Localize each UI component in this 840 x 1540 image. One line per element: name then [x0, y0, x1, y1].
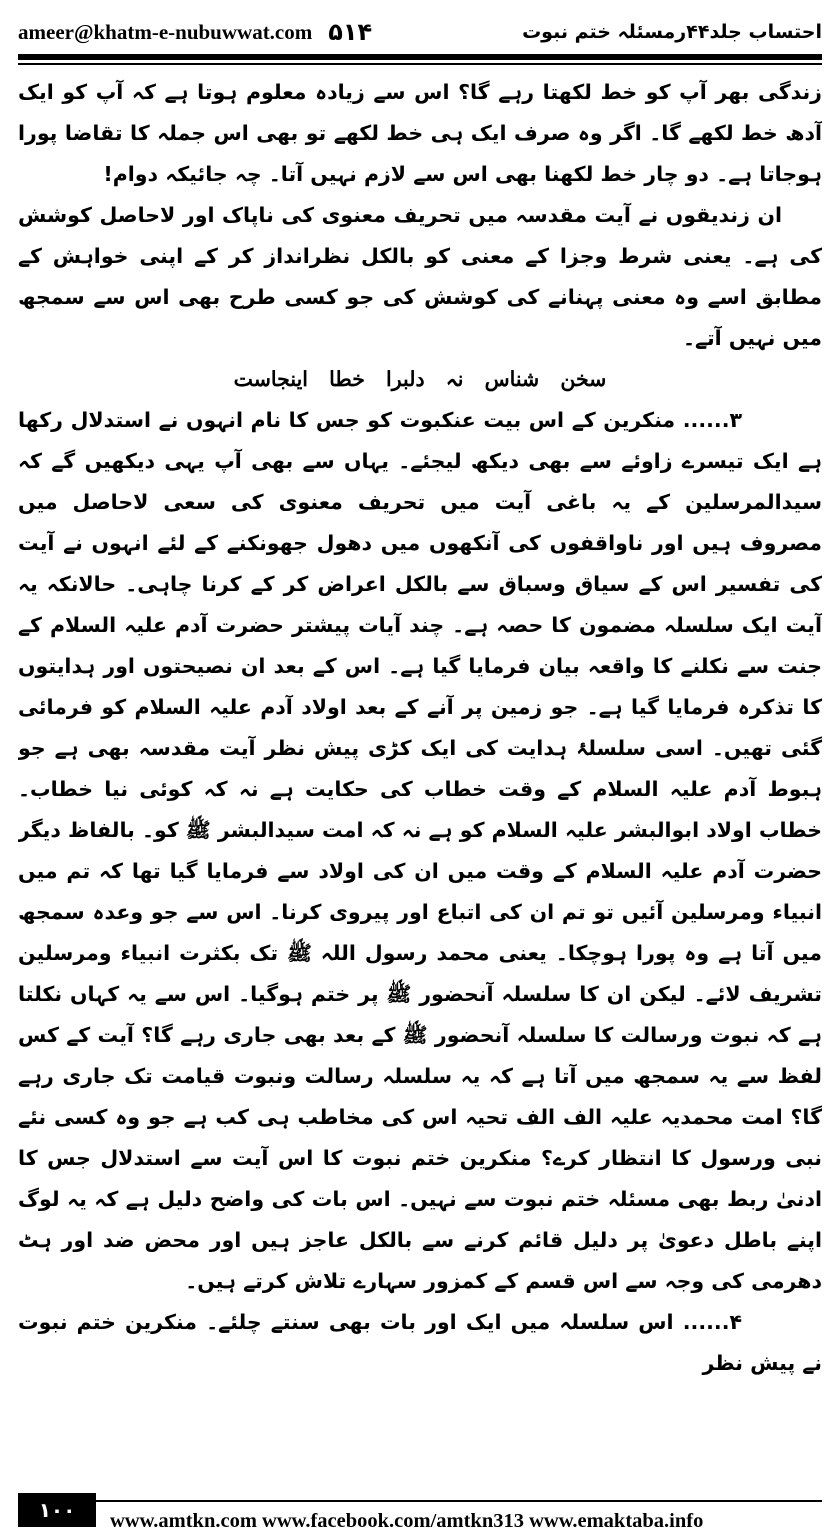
persian-verse: سخن شناس نہ دلبرا خطا اینجاست — [233, 367, 607, 391]
footer-page-index: ۱۰۰ — [18, 1493, 96, 1527]
header-email[interactable]: ameer@khatm-e-nubuwwat.com — [18, 19, 313, 44]
header-left — [18, 18, 372, 46]
paragraph-1: زندگی بھر آپ کو خط لکھتا رہے گا؟ اس سے زیادہ معلوم ہوتا ہے کہ آپ کو ایک آدھ خط لکھے گا۔ اگر وہ صرف ایک ہی خط لکھے تو بھی اس جملہ کا تقاضا پورا ہوجاتا ہے۔ دو چار خط لکھنا بھی اس سے لازم نہیں آتا۔ چہ جائیکہ دوام! — [18, 80, 822, 186]
paragraph-3 — [18, 400, 822, 1302]
paragraph-4-number: ۴...... — [682, 1310, 742, 1334]
paragraph-3-number: ۳...... — [682, 408, 743, 432]
paragraph-4 — [18, 1302, 822, 1384]
paragraph-2: ان زندیقوں نے آیت مقدسہ میں تحریف معنوی کی ناپاک اور لاحاصل کوشش کی ہے۔ یعنی شرط وجزا کے معنی کو بالکل نظرانداز کر کے اپنی خواہش کے مطابق اسے وہ معنی پہنانے کی کوشش کی جو کسی طرح بھی اس سے سمجھ میں نہیں آتے۔ — [18, 203, 822, 350]
body-text — [18, 72, 822, 1482]
header-page-number: ۵۱۴ — [328, 18, 373, 46]
footer-links[interactable]: www.amtkn.com www.facebook.com/amtkn313 www.emaktaba.info — [110, 1509, 704, 1532]
header-rule-thick — [18, 54, 822, 60]
paragraph-3-text: منکرین کے اس بیت عنکبوت کو جس کا نام انہوں نے استدلال رکھا ہے ایک تیسرے زاوئے سے بھی دیکھ لیجئے۔ یہاں سے بھی آپ یہی دیکھیں گے کہ سیدالمرسلین کے یہ باغی آیت میں تحریف معنوی کی سعی لاحاصل میں مصروف ہیں اور ناواقفوں کی آنکھوں میں دھول جھونکنے کے لئے انہوں نے آیت کی تفسیر اس کے سیاق وسباق سے بالکل اعراض کر کے کرنا چاہی۔ حالانکہ یہ آیت ایک سلسلہ مضمون کا حصہ ہے۔ چند آیات پیشتر حضرت آدم علیہ السلام کے جنت سے نکلنے کا واقعہ بیان فرمایا گیا ہے۔ اس کے بعد ان نصیحتوں اور ہدایتوں کا تذکرہ فرمایا گیا ہے۔ جو زمین پر آنے کے بعد اولاد آدم علیہ السلام کو فرمائی گئی تھیں۔ اسی سلسلۂ ہدایت کی ایک کڑی پیش نظر آیت مقدسہ بھی ہے جو ہبوط آدم علیہ السلام کے وقت خطاب کی حکایت ہے نہ کہ کوئی نیا خطاب۔ خطاب اولاد ابوالبشر علیہ السلام کو ہے نہ کہ امت سیدالبشر ﷺ کو۔ بالفاظ دیگر حضرت آدم علیہ السلام کے وقت میں ان کی اولاد سے فرمایا گیا تھا کہ تم میں انبیاء ومرسلین آئیں تو تم ان کی اتباع اور پیروی کرنا۔ اس سے جو وعدہ سمجھ میں آتا ہے وہ پورا ہوچکا۔ یعنی محمد رسول اللہ ﷺ تک بکثرت انبیاء ومرسلین تشریف لائے۔ لیکن ان کا سلسلہ آنحضور ﷺ پر ختم ہوگیا۔ اس سے یہ کہاں نکلتا ہے کہ نبوت ورسالت کا سلسلہ آنحضور ﷺ کے بعد بھی جاری رہے گا؟ آیت کے کس لفظ سے یہ سمجھ میں آتا ہے کہ یہ سلسلہ رسالت ونبوت قیامت تک جاری رہے گا؟ امت محمدیہ علیہ الف الف تحیہ اس کی مخاطب ہی کب ہے جو وہ کسی نئے نبی ورسول کا انتظار کرے؟ منکرین ختم نبوت کا اس آیت سے استدلال جس کا ادنیٰ ربط بھی مسئلہ ختم نبوت سے نہیں۔ اس بات کی واضح دلیل ہے کہ یہ لوگ اپنے باطل دعویٰ پر دلیل قائم کرنے سے بالکل عاجز ہیں اور محض ضد اور ہٹ دھرمی کی وجہ سے اس قسم کے کمزور سہارے تلاش کرتے ہیں۔ — [18, 408, 822, 1293]
page-footer — [18, 1498, 822, 1538]
footer-rule — [18, 1500, 822, 1502]
header-rule-thin — [18, 63, 822, 65]
paragraph-4-text: اس سلسلہ میں ایک اور بات بھی سنتے چلئے۔ منکرین ختم نبوت نے پیش نظر — [18, 1310, 822, 1375]
page-header — [18, 14, 822, 50]
running-title: احتساب جلد۴۴رمسئلہ ختم نبوت — [522, 21, 822, 43]
